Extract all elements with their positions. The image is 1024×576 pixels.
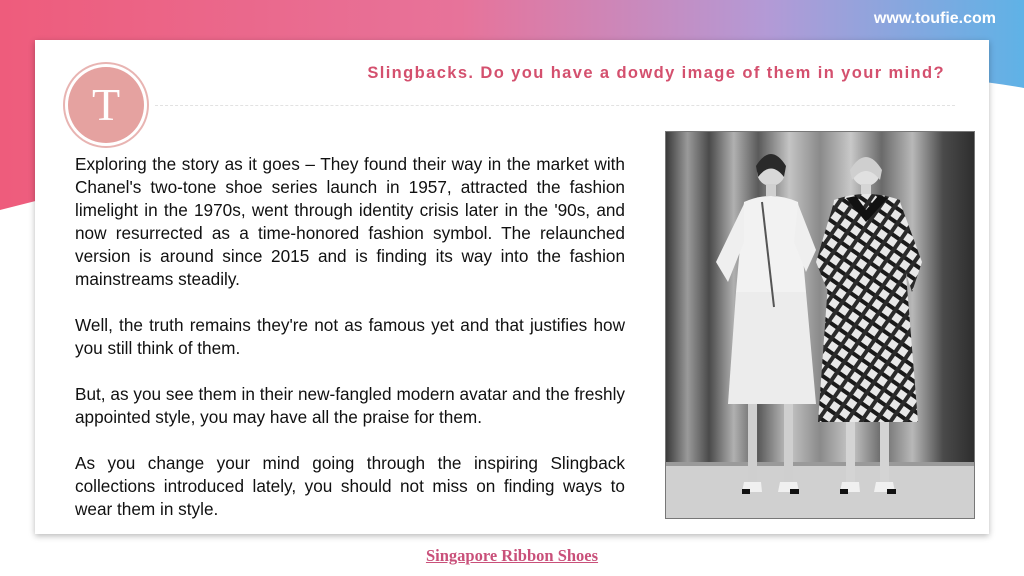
brand-logo: [68, 67, 144, 143]
paragraph: Exploring the story as it goes – They found their way in the market with Chanel's two-tone shoe series launch in 1957, attracted the fashion limelight in the 1970s, went through identity crisis later in the '90s, and now resurrected as a time-honored fashion symbol. The relaunched version is around since 2015 and is finding its way into the fashion mainstreams steadily.: [75, 154, 625, 289]
slide-card: [35, 40, 989, 534]
paragraph: As you change your mind going through the inspiring Slingback collections introduced lately, you should not miss on finding ways to wear them in style.: [75, 453, 625, 519]
logo-letter: T: [91, 79, 121, 130]
body-text: [75, 153, 625, 544]
title-divider: [155, 105, 955, 106]
slide-title: Slingbacks. Do you have a dowdy image of them in your mind?: [367, 64, 945, 82]
site-url[interactable]: www.toufie.com: [873, 10, 996, 27]
paragraph: Well, the truth remains they're not as famous yet and that justifies how you still think of them.: [75, 315, 625, 358]
paragraph: But, as you see them in their new-fangled modern avatar and the freshly appointed style, you may have all the praise for them.: [75, 384, 625, 427]
footer-link[interactable]: Singapore Ribbon Shoes: [425, 546, 599, 565]
fashion-photo: [665, 131, 975, 519]
